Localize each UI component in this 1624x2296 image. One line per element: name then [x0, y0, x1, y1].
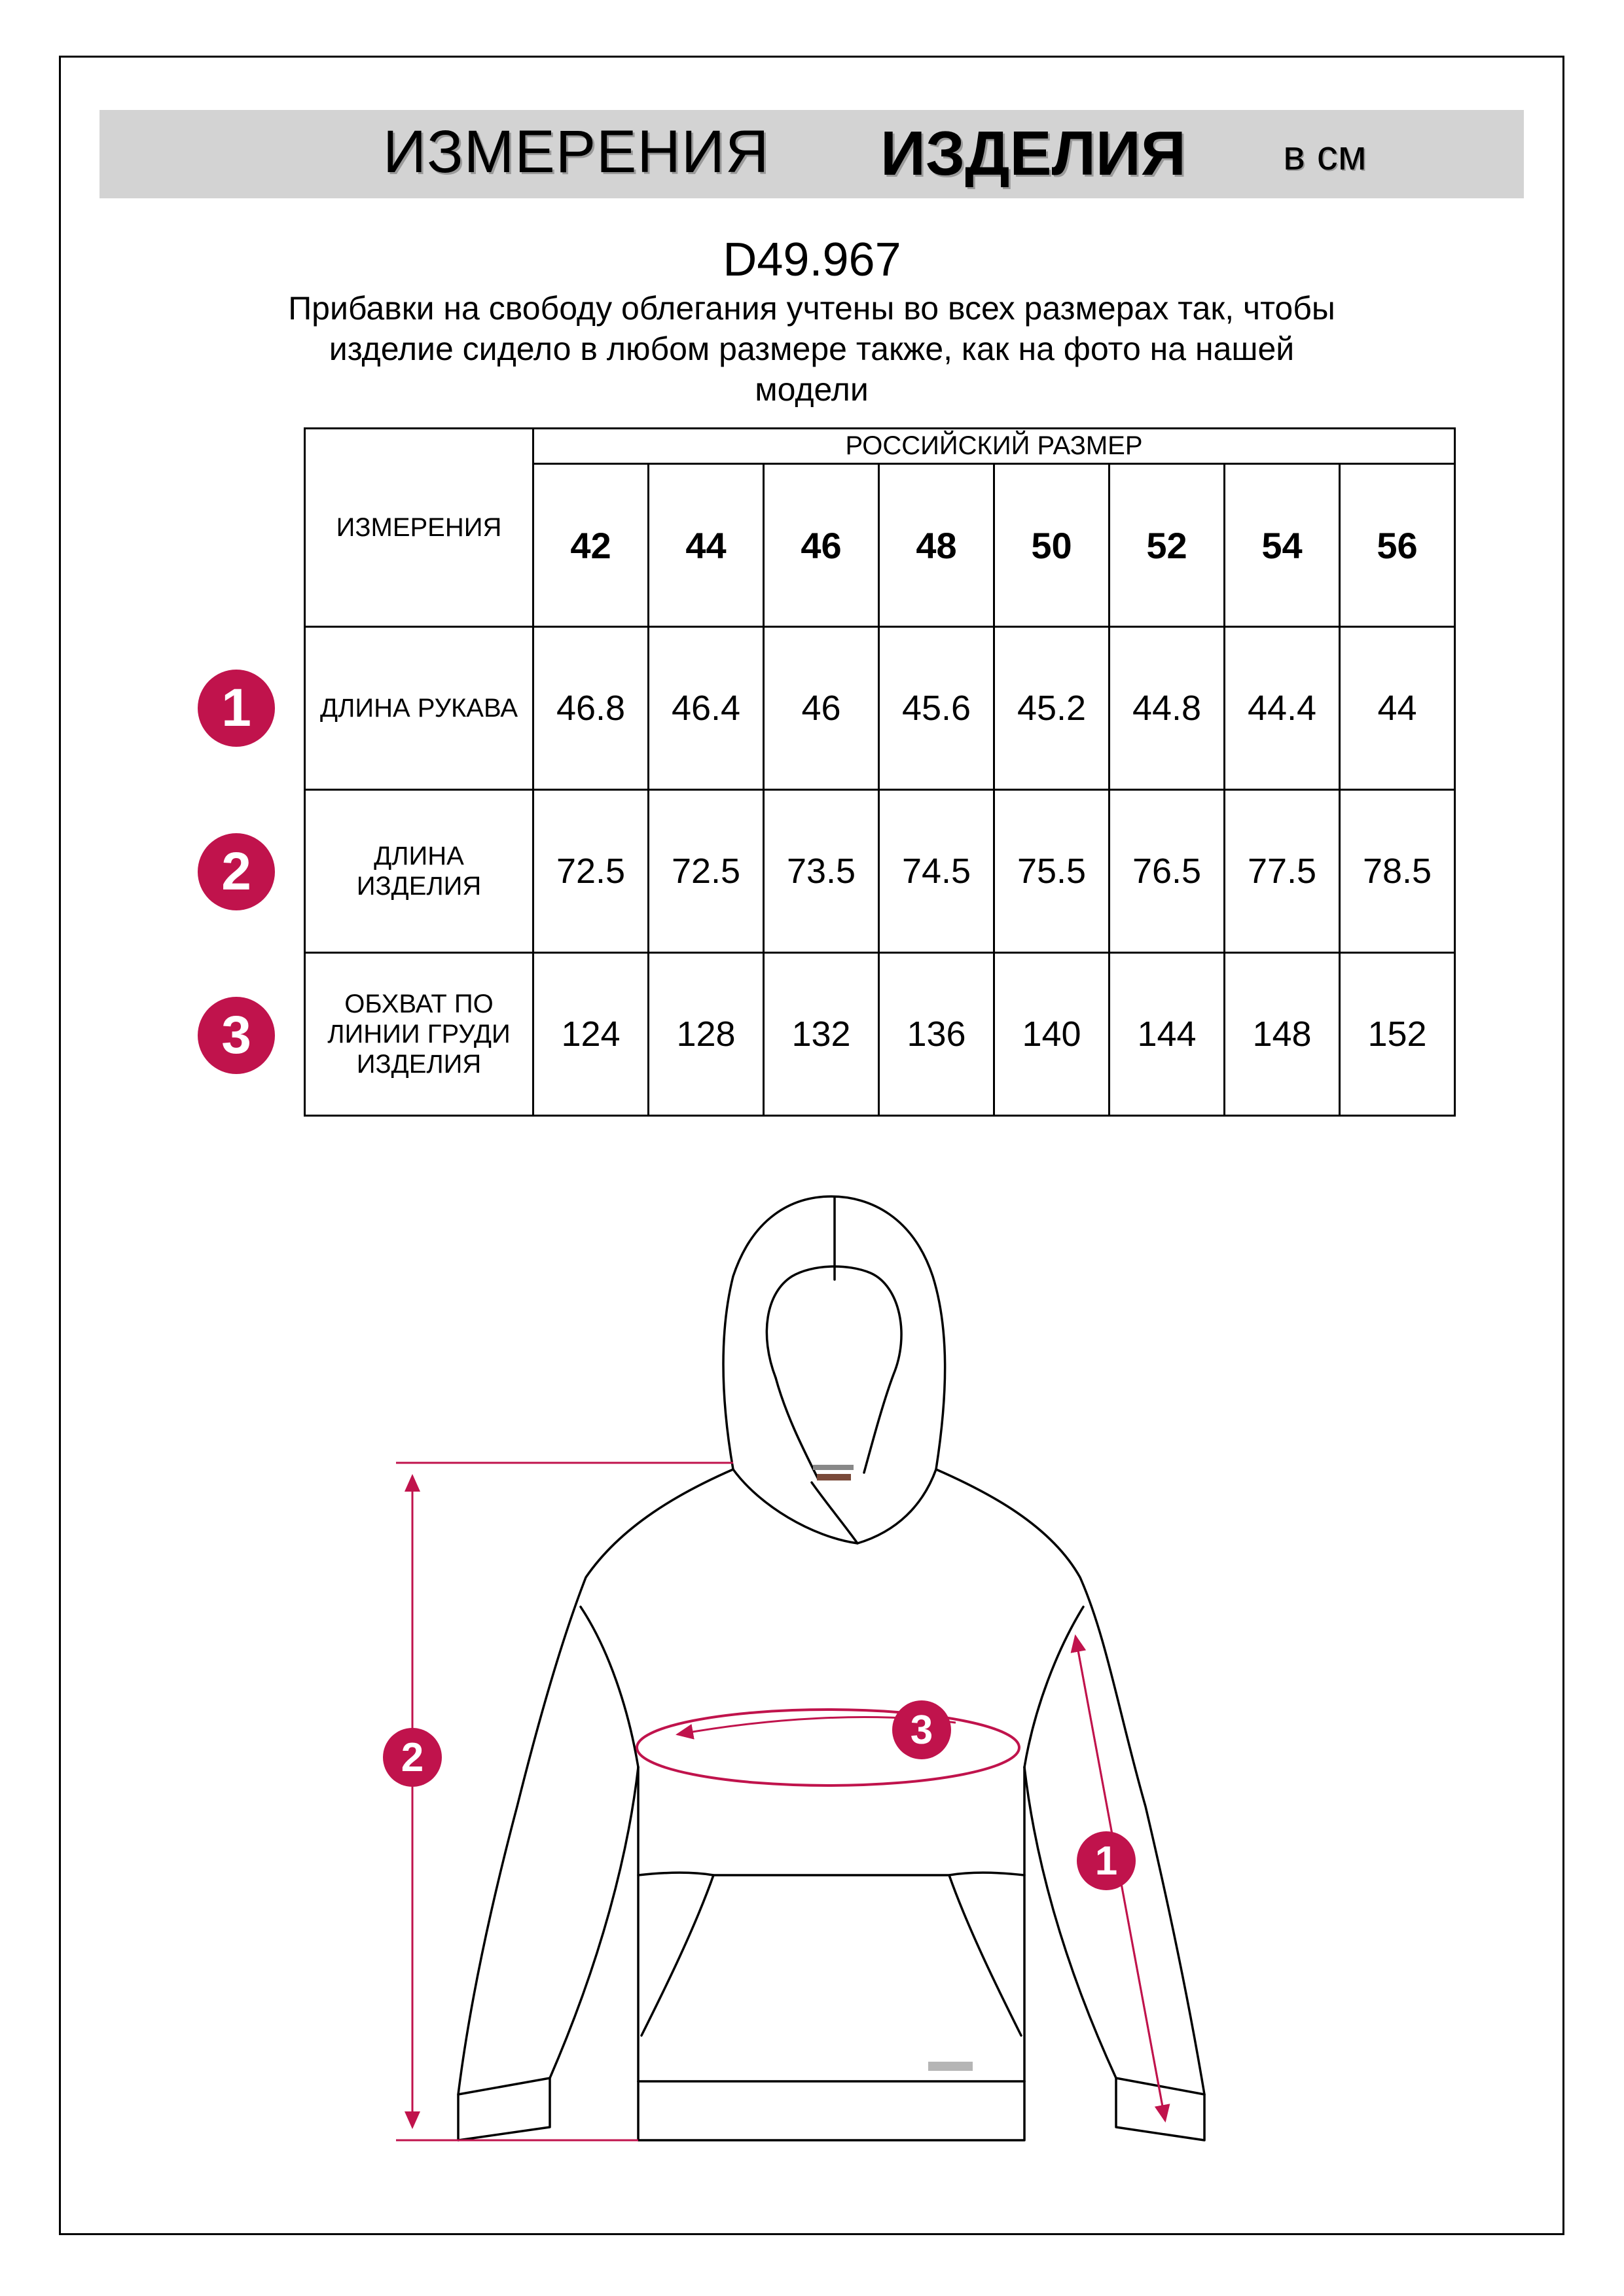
value-cell: 46: [764, 627, 879, 790]
value-cell: 140: [994, 953, 1110, 1116]
hoodie-outline: [458, 1196, 1204, 2140]
size-cell: 44: [649, 464, 764, 627]
value-cell: 77.5: [1225, 790, 1340, 953]
value-cell: 136: [879, 953, 994, 1116]
row-marker-3: 3: [198, 997, 275, 1074]
value-cell: 74.5: [879, 790, 994, 953]
value-cell: 148: [1225, 953, 1340, 1116]
value-cell: 75.5: [994, 790, 1110, 953]
diagram-marker-length: 2: [383, 1728, 442, 1787]
measurement-lines: [396, 1463, 1165, 2140]
value-cell: 45.2: [994, 627, 1110, 790]
value-cell: 44: [1340, 627, 1455, 790]
fit-note-line: Прибавки на свободу облегания учтены во всех размерах так, чтобы: [288, 290, 1335, 327]
diagram-marker-chest: 3: [892, 1700, 951, 1759]
value-cell: 152: [1340, 953, 1455, 1116]
row-label-line: ДЛИНА РУКАВА: [320, 694, 518, 723]
title-product: ИЗДЕЛИЯ: [880, 118, 1186, 188]
size-cell: 48: [879, 464, 994, 627]
title-measurements: ИЗМЕРЕНИЯ: [383, 118, 770, 185]
measurements-header: ИЗМЕРЕНИЯ: [305, 429, 533, 627]
size-cell: 46: [764, 464, 879, 627]
article-number: D49.967: [723, 234, 901, 286]
fit-note-line: изделие сидело в любом размере также, как на фото на нашей: [329, 331, 1295, 367]
value-cell: 72.5: [649, 790, 764, 953]
size-cell: 42: [533, 464, 649, 627]
size-cell: 56: [1340, 464, 1455, 627]
size-cell: 54: [1225, 464, 1340, 627]
row-marker-1: 1: [198, 670, 275, 747]
value-cell: 124: [533, 953, 649, 1116]
value-cell: 78.5: [1340, 790, 1455, 953]
value-cell: 73.5: [764, 790, 879, 953]
value-cell: 132: [764, 953, 879, 1116]
collar-label: [813, 1465, 854, 1480]
value-cell: 128: [649, 953, 764, 1116]
value-cell: 44.8: [1110, 627, 1225, 790]
row-label-line: ИЗДЕЛИЯ: [356, 872, 482, 901]
value-cell: 144: [1110, 953, 1225, 1116]
row-label-line: ОБХВАТ ПО: [344, 990, 494, 1018]
fit-note-line: модели: [755, 371, 869, 408]
value-cell: 72.5: [533, 790, 649, 953]
value-cell: 45.6: [879, 627, 994, 790]
hem-tag: [928, 2062, 973, 2071]
row-marker-2: 2: [198, 833, 275, 910]
size-cell: 50: [994, 464, 1110, 627]
size-cell: 52: [1110, 464, 1225, 627]
row-label-line: ДЛИНА: [374, 842, 464, 870]
value-cell: 44.4: [1225, 627, 1340, 790]
row-label-line: ИЗДЕЛИЯ: [356, 1050, 482, 1079]
size-group-header: РОССИЙСКИЙ РАЗМЕР: [533, 429, 1455, 464]
value-cell: 76.5: [1110, 790, 1225, 953]
value-cell: 46.4: [649, 627, 764, 790]
title-unit: в см: [1283, 132, 1367, 179]
row-label-line: ЛИНИИ ГРУДИ: [327, 1020, 511, 1049]
diagram-marker-sleeve: 1: [1077, 1831, 1136, 1890]
value-cell: 46.8: [533, 627, 649, 790]
